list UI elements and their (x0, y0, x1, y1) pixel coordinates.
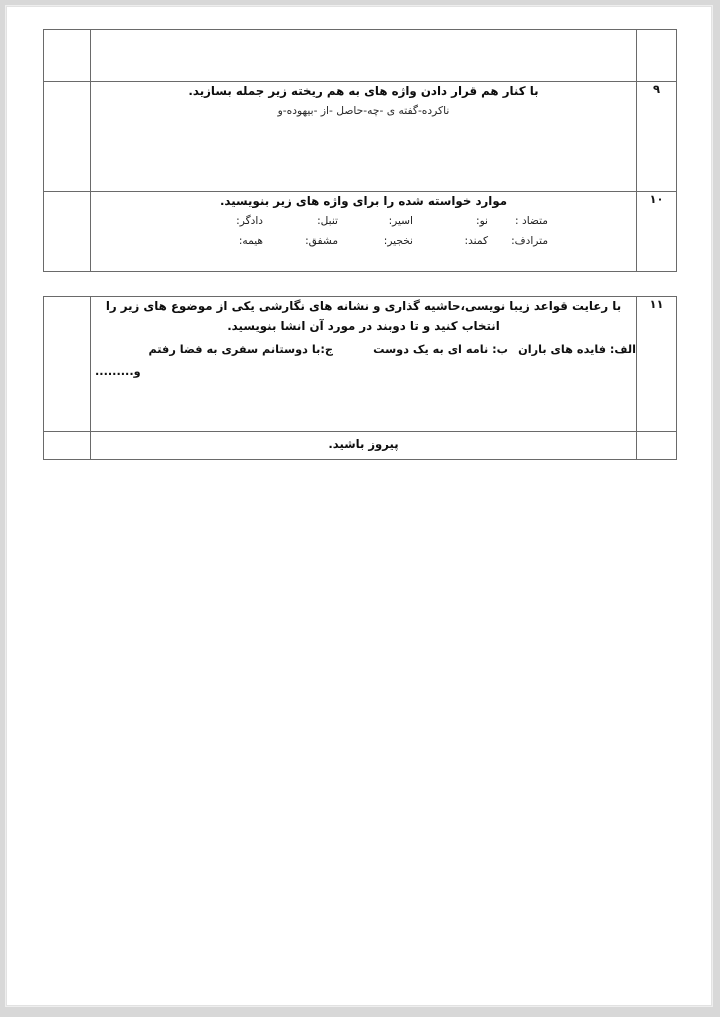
questions-table-bottom (43, 296, 677, 460)
question-11-option-b[interactable]: ب: نامه ای به یک دوست (373, 342, 508, 356)
question-9-number: ۹ (637, 82, 677, 192)
antonym-word-1: نو: (476, 215, 488, 228)
question-10-synonym-row (91, 232, 636, 250)
exam-page (6, 6, 712, 1006)
synonym-word-3: مشفق: (305, 235, 338, 248)
table-row-question-10 (44, 192, 677, 272)
question-9-scrambled-words: ناکرده-گفته ی -چه-حاصل -از -بیهوده-و (277, 104, 450, 118)
question-10-body (91, 192, 637, 272)
row-number-cell-empty (637, 30, 677, 82)
synonym-word-2: نخجیر: (383, 235, 413, 248)
question-11-body (91, 297, 637, 432)
synonym-label: مترادف: (511, 235, 548, 248)
question-10-antonym-row (91, 212, 636, 230)
question-9-answer-cell[interactable] (44, 82, 91, 192)
closing-number-cell (637, 432, 677, 460)
antonym-label: متضاد : (515, 215, 548, 228)
question-11-answer-cell[interactable] (44, 297, 91, 432)
table-row-closing (44, 432, 677, 460)
table-row-question-9 (44, 82, 677, 192)
question-11-title-line-2: انتخاب کنید و تا دوبند در مورد آن انشا بنویسید. (227, 319, 500, 334)
questions-table-top (43, 29, 677, 272)
question-9-body (91, 82, 637, 192)
table-row-question-11 (44, 297, 677, 432)
synonym-word-4: هیمه: (238, 235, 263, 248)
question-11-option-c[interactable]: ج:با دوستانم سفری به فضا رفتم (148, 342, 333, 356)
question-10-title: موارد خواسته شده را برای واژه های زیر بنویسید. (219, 194, 508, 208)
synonym-word-1: کمند: (464, 235, 488, 248)
question-11-title-line-1: با رعایت قواعد زیبا نویسی،حاشیه گذاری و نشانه های نگارشی یکی از موضوع های زیر را (105, 299, 622, 313)
row-body-cell-empty (91, 30, 637, 82)
question-11-tail: و......... (95, 364, 141, 378)
closing-body-cell (91, 432, 637, 460)
table-row-empty (44, 30, 677, 82)
row-answer-cell-empty (44, 30, 91, 82)
question-11-number: ۱۱ (637, 297, 677, 432)
closing-message: پیروز باشید. (328, 437, 399, 451)
question-11-option-a[interactable]: الف: فایده های باران (518, 342, 636, 356)
antonym-word-4: دادگر: (236, 215, 263, 228)
antonym-word-2: اسیر: (388, 215, 413, 228)
question-10-answer-cell[interactable] (44, 192, 91, 272)
antonym-word-3: تنبل: (317, 215, 338, 228)
closing-answer-cell (44, 432, 91, 460)
question-10-number: ۱۰ (637, 192, 677, 272)
question-11-options-row (91, 341, 636, 359)
question-9-title: با کنار هم قرار دادن واژه های به هم ریخته زیر جمله بسازید. (188, 84, 539, 98)
